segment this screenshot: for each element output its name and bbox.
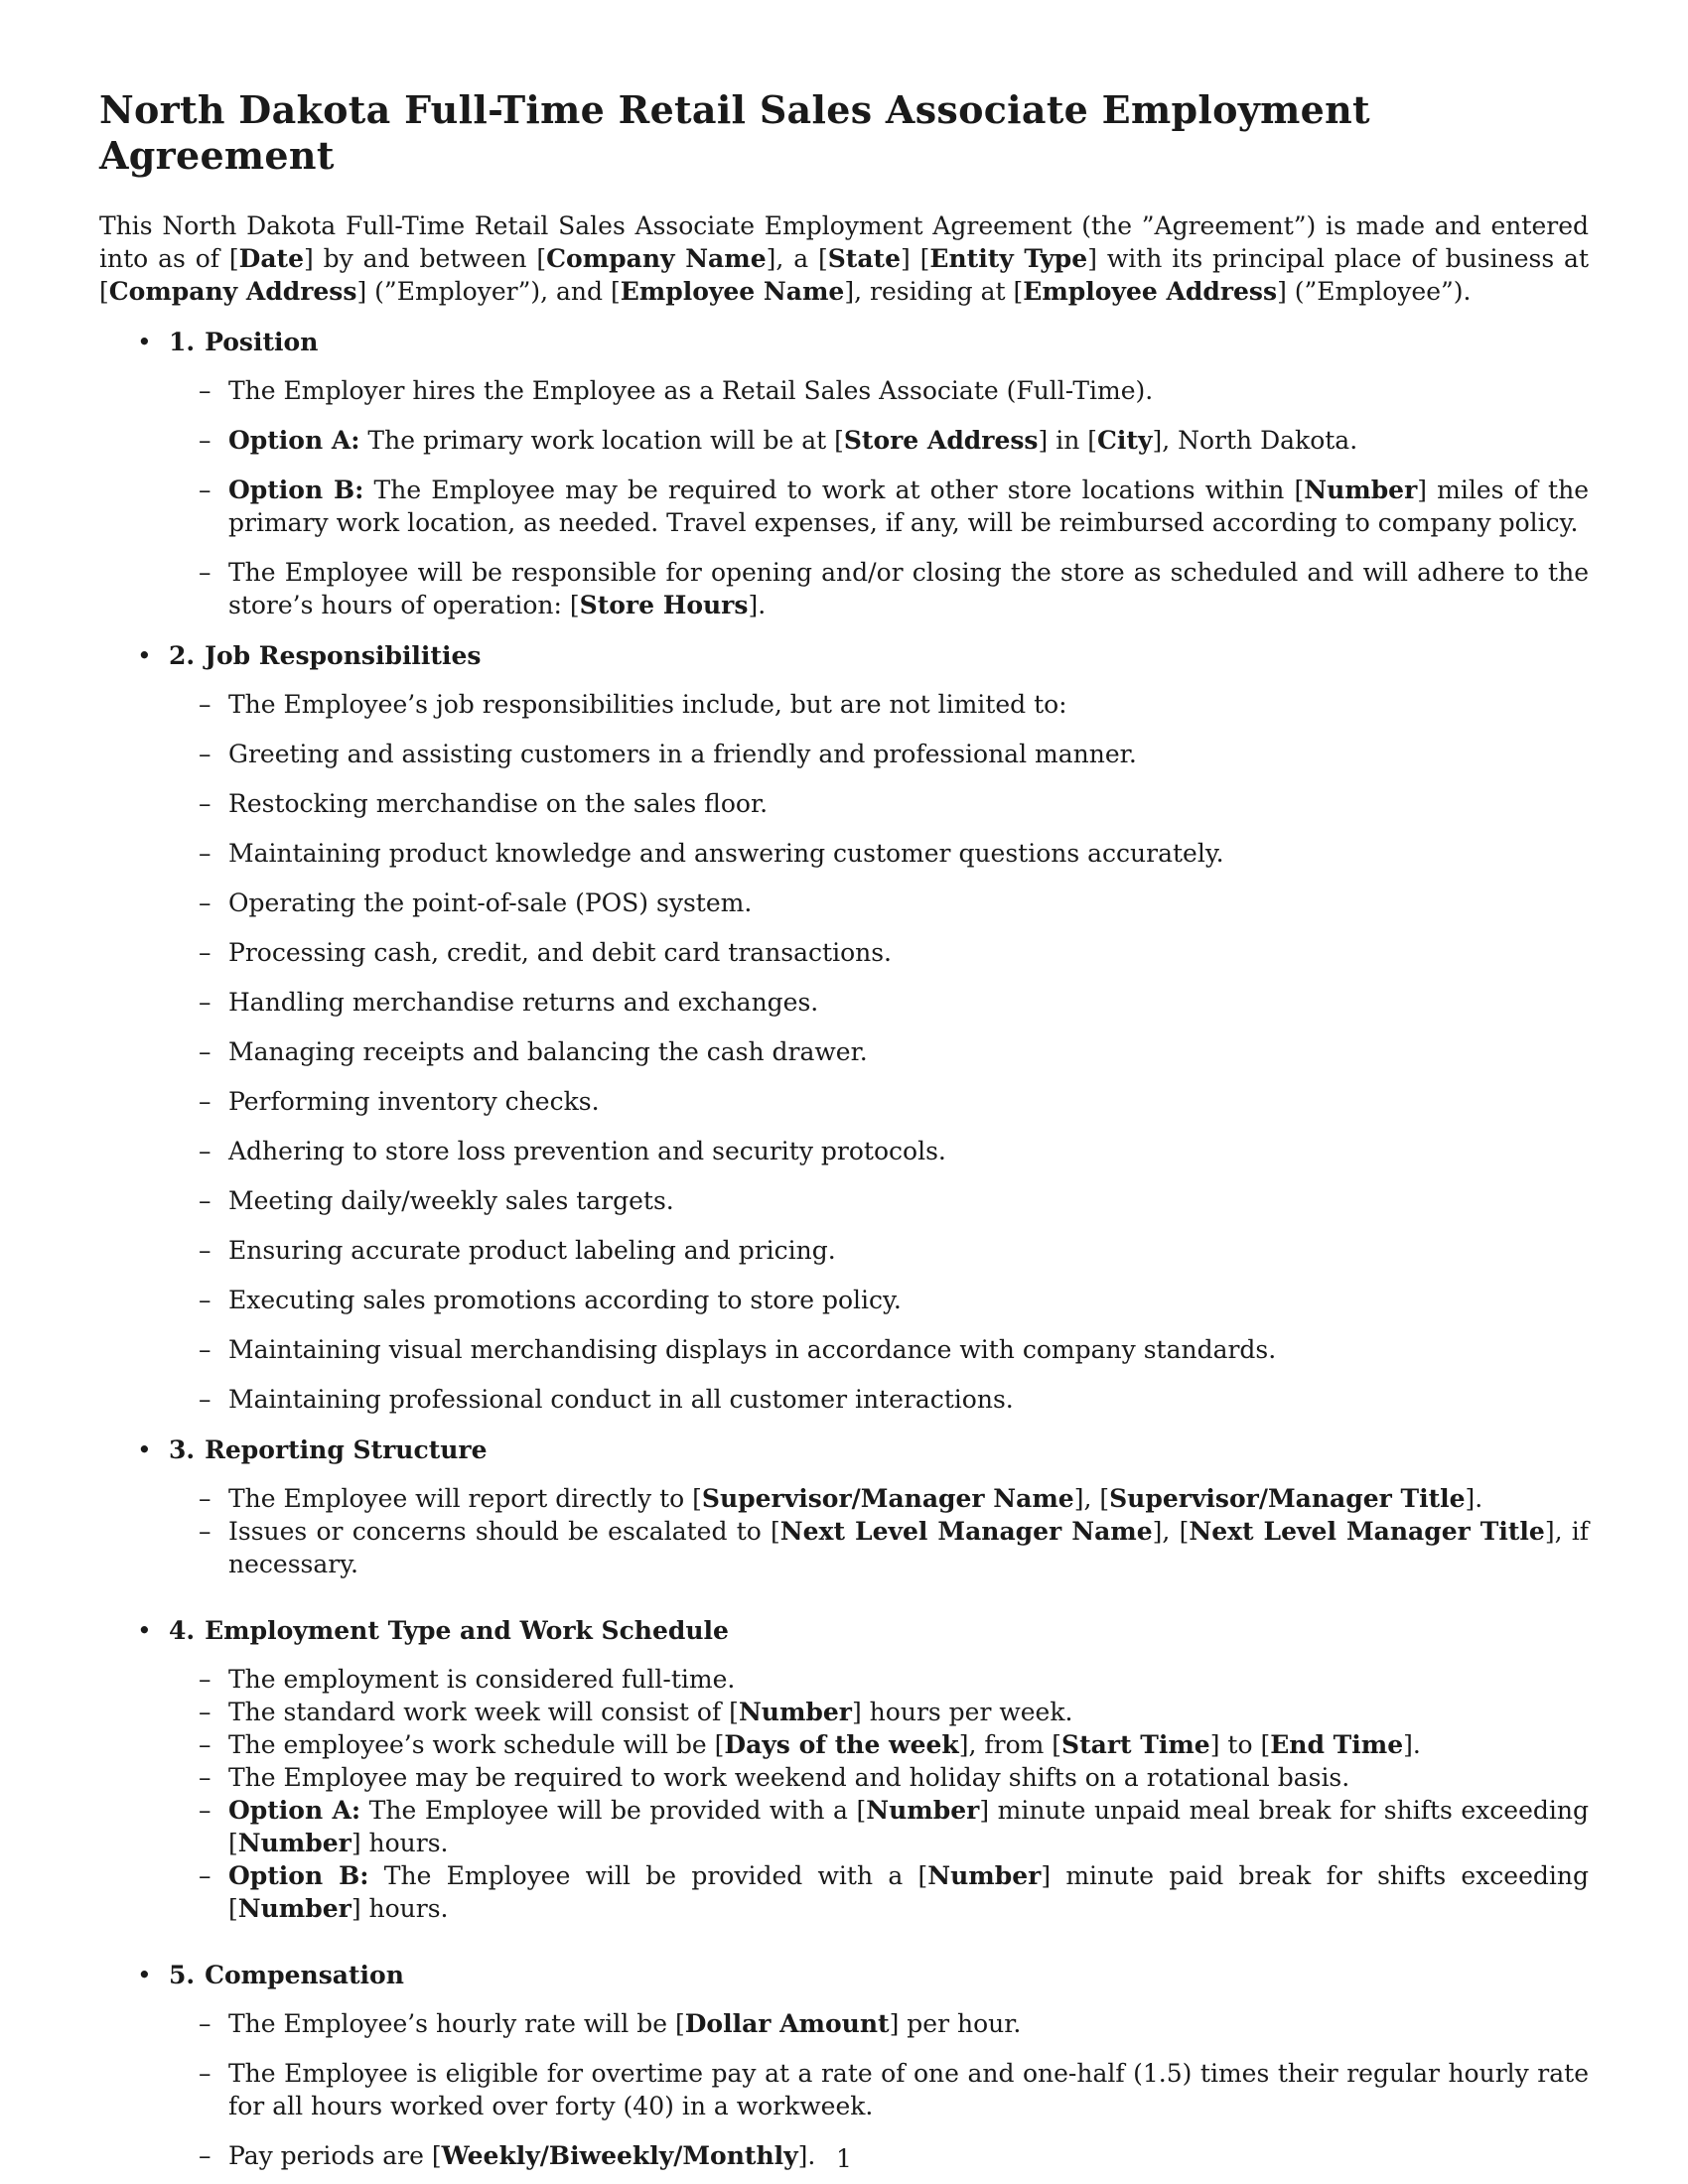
item-text: ] minute paid break for shifts exceeding [	[228, 1861, 1590, 1924]
section-number: 2.	[169, 641, 196, 671]
list-item: – Maintaining visual merchandising displays in accordance with company standards.	[169, 1333, 1589, 1366]
document-title: North Dakota Full-Time Retail Sales Associate Employment Agreement	[99, 87, 1370, 178]
intro-text: ] (”Employee”).	[1277, 277, 1472, 307]
section-reporting-structure	[99, 1433, 1589, 1580]
item-text: ].	[797, 2141, 816, 2171]
intro-paragraph	[99, 209, 1589, 308]
list-item: – The Employee may be required to work weekend and holiday shifts on a rotational basis.	[169, 1761, 1589, 1794]
item-text: The Employee will be provided with a [	[360, 1796, 867, 1826]
intro-text: ] with its principal place of business at [	[99, 244, 1589, 307]
list-item: – Maintaining product knowledge and answering customer questions accurately.	[169, 837, 1589, 870]
placeholder-city: City	[1097, 426, 1153, 456]
placeholder-dollar-amount: Dollar Amount	[684, 2009, 890, 2039]
section-position	[99, 326, 1589, 621]
placeholder-number: Number	[738, 1698, 852, 1727]
item-text: ].	[1403, 1730, 1421, 1760]
item-text: The Employee’s hourly rate will be [	[228, 2009, 685, 2039]
item-text: ] hours.	[351, 1894, 449, 1924]
section-heading	[169, 639, 1589, 672]
placeholder-days-of-week: Days of the week	[724, 1730, 959, 1760]
section-number: 5.	[169, 1961, 196, 1990]
section-title: Position	[205, 328, 319, 357]
section-job-responsibilities	[99, 639, 1589, 1416]
option-label: Option A:	[228, 1796, 361, 1826]
section-number: 3.	[169, 1435, 196, 1465]
list-item: – Executing sales promotions according to store policy.	[169, 1284, 1589, 1316]
item-text: ], from [	[958, 1730, 1062, 1760]
item-text: The Employee will be responsible for opening and/or closing the store as scheduled and will adhere to the store’s hours of operation: [	[228, 558, 1589, 620]
section-items	[169, 1663, 1589, 1925]
section-number: 4.	[169, 1616, 196, 1646]
list-item: – Operating the point-of-sale (POS) system.	[169, 887, 1589, 919]
placeholder-company-name: Company Name	[546, 244, 767, 274]
item-text: The Employee will report directly to [	[228, 1484, 702, 1514]
list-item: – Ensuring accurate product labeling and pricing.	[169, 1234, 1589, 1267]
item-text: ] hours per week.	[851, 1698, 1073, 1727]
list-item: – Processing cash, credit, and debit card transactions.	[169, 936, 1589, 969]
option-label: Option A:	[228, 426, 360, 456]
list-item: – Handling merchandise returns and exchanges.	[169, 986, 1589, 1019]
section-heading	[169, 1959, 1589, 1991]
item-text: ].	[1465, 1484, 1483, 1514]
list-item	[169, 2007, 1589, 2040]
item-text: ], [	[1073, 1484, 1110, 1514]
list-item	[169, 474, 1589, 539]
placeholder-employee-name: Employee Name	[620, 277, 845, 307]
item-text: ].	[748, 591, 767, 620]
section-compensation	[99, 1959, 1589, 2172]
intro-text: ] (”Employer”), and [	[356, 277, 621, 307]
list-item	[169, 1515, 1589, 1580]
placeholder-store-hours: Store Hours	[579, 591, 749, 620]
list-item	[169, 556, 1589, 621]
item-text: The Employee will be provided with a [	[368, 1861, 928, 1891]
item-text: ] in [	[1038, 426, 1098, 456]
item-text: Pay periods are [	[228, 2141, 442, 2171]
item-text: The primary work location will be at [	[359, 426, 844, 456]
section-heading	[169, 326, 1589, 358]
list-item: – Meeting daily/weekly sales targets.	[169, 1184, 1589, 1217]
list-item	[169, 424, 1589, 457]
placeholder-end-time: End Time	[1270, 1730, 1404, 1760]
placeholder-next-manager-name: Next Level Manager Name	[779, 1517, 1153, 1547]
section-title: Reporting Structure	[205, 1435, 488, 1465]
placeholder-entity-type: Entity Type	[929, 244, 1088, 274]
intro-text: ], a [	[766, 244, 828, 274]
list-item: – Performing inventory checks.	[169, 1085, 1589, 1118]
list-item: – The Employee’s job responsibilities include, but are not limited to:	[169, 688, 1589, 721]
list-item: – Greeting and assisting customers in a friendly and professional manner.	[169, 738, 1589, 770]
section-heading	[169, 1433, 1589, 1466]
placeholder-company-address: Company Address	[108, 277, 357, 307]
list-item: – The Employer hires the Employee as a Retail Sales Associate (Full-Time).	[169, 374, 1589, 407]
item-text: The Employee may be required to work at other store locations within [	[363, 476, 1305, 505]
intro-text: ], residing at [	[844, 277, 1024, 307]
list-item	[169, 1482, 1589, 1515]
list-item: – Restocking merchandise on the sales floor.	[169, 787, 1589, 820]
intro-text: ] [	[901, 244, 930, 274]
section-items	[169, 688, 1589, 1416]
section-title: Job Responsibilities	[205, 641, 482, 671]
section-number: 1.	[169, 328, 196, 357]
placeholder-state: State	[827, 244, 902, 274]
item-text: The employee’s work schedule will be [	[228, 1730, 725, 1760]
intro-text: ] by and between [	[304, 244, 547, 274]
placeholder-number: Number	[866, 1796, 980, 1826]
section-heading	[169, 1614, 1589, 1647]
item-text: ], North Dakota.	[1152, 426, 1358, 456]
list-item	[169, 1696, 1589, 1728]
list-item: – Maintaining professional conduct in all customer interactions.	[169, 1383, 1589, 1416]
list-item: – Adhering to store loss prevention and security protocols.	[169, 1135, 1589, 1167]
section-employment-type	[99, 1614, 1589, 1925]
placeholder-store-address: Store Address	[843, 426, 1039, 456]
placeholder-employee-address: Employee Address	[1023, 277, 1278, 307]
section-items	[169, 374, 1589, 621]
list-item	[169, 1728, 1589, 1761]
placeholder-number: Number	[1304, 476, 1418, 505]
page-number: 1	[836, 2144, 852, 2173]
item-text: ] to [	[1209, 1730, 1271, 1760]
item-text: ] hours.	[351, 1829, 449, 1858]
list-item	[169, 1794, 1589, 1859]
placeholder-supervisor-title: Supervisor/Manager Title	[1109, 1484, 1466, 1514]
list-item	[169, 1859, 1589, 1925]
section-title: Compensation	[205, 1961, 404, 1990]
placeholder-number: Number	[237, 1829, 352, 1858]
list-item: – Managing receipts and balancing the cash drawer.	[169, 1035, 1589, 1068]
item-text: ] minute unpaid meal break for shifts exceeding [	[228, 1796, 1589, 1858]
section-items	[169, 1482, 1589, 1580]
list-item: – The employment is considered full-time.	[169, 1663, 1589, 1696]
list-item: – The Employee is eligible for overtime pay at a rate of one and one-half (1.5) times their regular hourly rate for all hours worked over forty (40) in a workweek.	[169, 2057, 1589, 2122]
placeholder-pay-period: Weekly/Biweekly/Monthly	[441, 2141, 798, 2171]
item-text: Issues or concerns should be escalated to [	[228, 1517, 780, 1547]
placeholder-number: Number	[927, 1861, 1042, 1891]
item-text: ] miles of the primary work location, as needed. Travel expenses, if any, will be reimbursed according to company policy.	[228, 476, 1590, 538]
placeholder-start-time: Start Time	[1061, 1730, 1210, 1760]
item-text: ], if necessary.	[228, 1517, 1590, 1579]
item-text: The standard work week will consist of [	[228, 1698, 739, 1727]
item-text: ] per hour.	[889, 2009, 1022, 2039]
placeholder-supervisor-name: Supervisor/Manager Name	[701, 1484, 1074, 1514]
section-title: Employment Type and Work Schedule	[205, 1616, 729, 1646]
intro-text: This North Dakota Full-Time Retail Sales Associate Employment Agreement (the ”Agreement”) is made and entered into as of [	[99, 211, 1589, 274]
sections-list	[99, 326, 1589, 2172]
placeholder-next-manager-title: Next Level Manager Title	[1189, 1517, 1545, 1547]
item-text: ], [	[1152, 1517, 1190, 1547]
option-label: Option B:	[228, 476, 364, 505]
placeholder-date: Date	[238, 244, 304, 274]
placeholder-number: Number	[237, 1894, 352, 1924]
option-label: Option B:	[228, 1861, 369, 1891]
